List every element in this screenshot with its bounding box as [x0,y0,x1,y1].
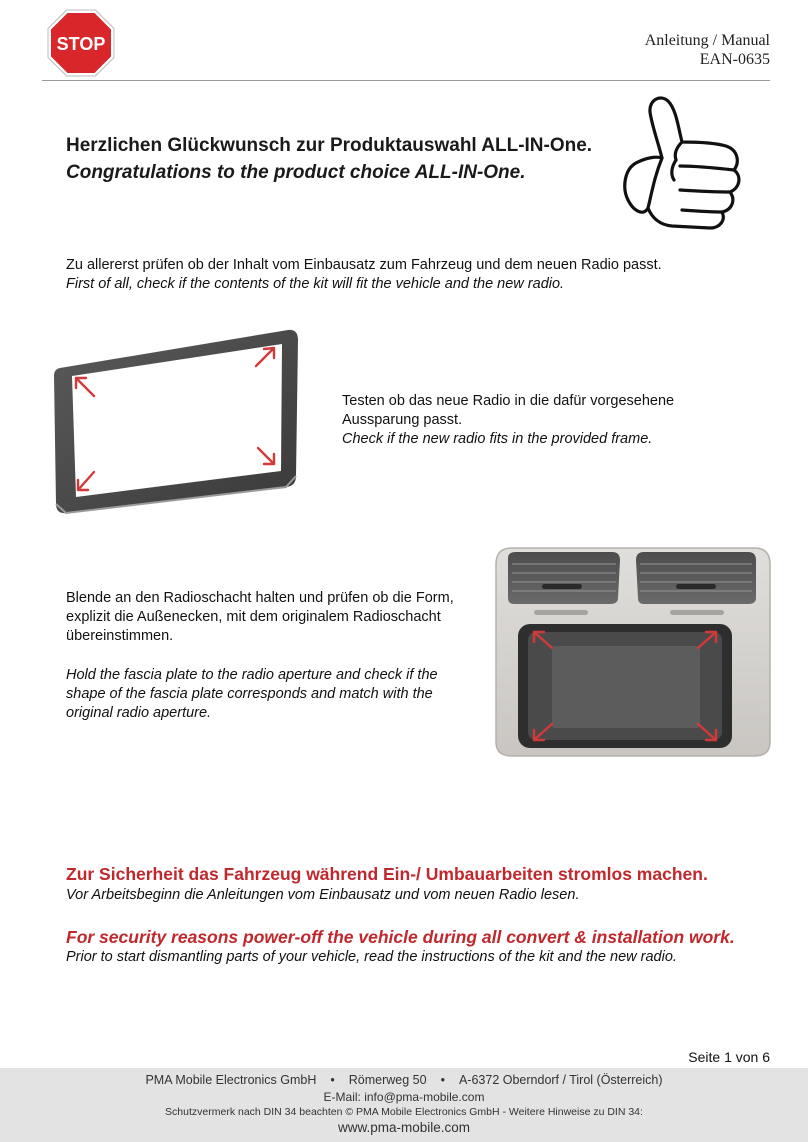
fascia-de-line1: Blende an den Radioschacht halten und prüfen ob die Form, [66,590,454,606]
fascia-de-line3: übereinstimmen. [66,628,174,644]
footer-company: PMA Mobile Electronics GmbH [145,1073,317,1087]
security-text-en: Prior to start dismantling parts of your vehicle, read the instructions of the kit and the new radio. [66,949,677,965]
title-de: Herzlichen Glückwunsch zur Produktauswahl ALL-IN-One. [66,135,593,156]
footer-city: A-6372 Oberndorf / Tirol (Österreich) [458,1073,663,1087]
check-kit-en: First of all, check if the contents of the kit will fit the vehicle and the new radio. [66,276,565,292]
footer-address [0,1073,808,1087]
page-number: Seite 1 von 6 [688,1049,770,1065]
security-heading-en: For security reasons power-off the vehicle during all convert & installation work. [66,927,735,947]
footer-website-link[interactable]: www.pma-mobile.com [337,1120,471,1135]
fascia-en-line1: Hold the fascia plate to the radio aperture and check if the [66,667,438,683]
test-radio-de-line1: Testen ob das neue Radio in die dafür vorgesehene [342,393,675,409]
test-radio-text [342,392,674,449]
stop-sign-icon [46,8,116,78]
radio-frame-illustration [50,326,302,516]
footer-copyright: Schutzvermerk nach DIN 34 beachten © PMA Mobile Electronics GmbH - Weitere Hinweise zu DIN 34: [165,1106,643,1118]
footer [0,1068,808,1142]
security-heading-de: Zur Sicherheit das Fahrzeug während Ein-/ Umbauarbeiten stromlos machen. [66,864,708,884]
fascia-text-en [66,666,438,723]
header-divider [42,80,770,81]
stop-sign-text: STOP [56,34,106,54]
ean-number: EAN-0635 [699,51,770,68]
check-kit-text [66,256,662,294]
document-header [645,31,770,69]
manual-label: Anleitung / Manual [644,32,770,49]
dashboard-aperture-illustration [494,546,772,758]
footer-bullet: • [330,1073,335,1087]
page-title [66,132,592,186]
footer-email[interactable]: E-Mail: info@pma-mobile.com [323,1090,485,1104]
fascia-en-line2: shape of the fascia plate corresponds and match with the [66,686,433,702]
fascia-en-line3: original radio aperture. [66,705,212,721]
security-text-de: Vor Arbeitsbeginn die Anleitungen vom Einbausatz und vom neuen Radio lesen. [66,887,580,903]
test-radio-de-line2: Aussparung passt. [342,412,463,428]
test-radio-en: Check if the new radio fits in the provided frame. [342,431,653,447]
check-kit-de: Zu allererst prüfen ob der Inhalt vom Einbausatz zum Fahrzeug und dem neuen Radio passt. [66,257,662,273]
fascia-de-line2: explizit die Außenecken, mit dem originalem Radioschacht [66,609,441,625]
footer-bullet: • [440,1073,445,1087]
thumbs-up-icon [616,92,744,232]
fascia-text-de [66,589,454,646]
footer-street: Römerweg 50 [348,1073,427,1087]
title-en: Congratulations to the product choice ALL-IN-One. [66,162,526,183]
